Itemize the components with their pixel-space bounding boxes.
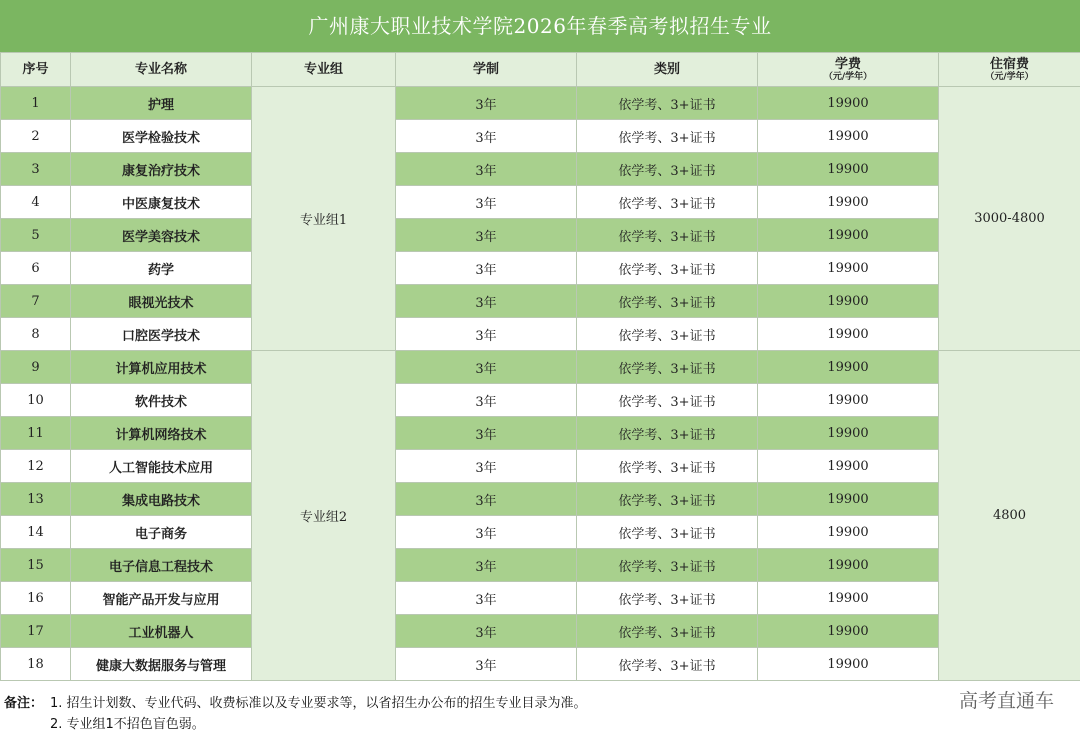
table-row xyxy=(1,318,1080,351)
header-dorm xyxy=(939,53,1080,87)
row-seq: 18 xyxy=(1,648,71,681)
row-major-name: 康复治疗技术 xyxy=(71,153,252,186)
note-line-1: 1. 招生计划数、专业代码、收费标准以及专业要求等，以省招生办公布的招生专业目录为准。 xyxy=(50,696,587,711)
row-tuition: 19900 xyxy=(758,153,939,186)
table-row xyxy=(1,153,1080,186)
row-major-name: 眼视光技术 xyxy=(71,285,252,318)
row-seq: 14 xyxy=(1,516,71,549)
row-seq: 7 xyxy=(1,285,71,318)
row-seq: 1 xyxy=(1,87,71,120)
row-duration: 3年 xyxy=(396,252,577,285)
row-seq: 13 xyxy=(1,483,71,516)
group-name: 专业组2 xyxy=(252,351,396,681)
majors-table xyxy=(0,52,1080,681)
table-row xyxy=(1,483,1080,516)
row-duration: 3年 xyxy=(396,318,577,351)
row-duration: 3年 xyxy=(396,87,577,120)
header-dorm-unit: （元/学年） xyxy=(985,71,1034,82)
row-tuition: 19900 xyxy=(758,252,939,285)
note-label: 备注： xyxy=(4,696,44,711)
table-row xyxy=(1,516,1080,549)
row-category: 依学考、3+证书 xyxy=(577,120,758,153)
group-dorm-fee: 3000-4800 xyxy=(939,87,1080,351)
row-category: 依学考、3+证书 xyxy=(577,285,758,318)
group-dorm-fee: 4800 xyxy=(939,351,1080,681)
row-tuition: 19900 xyxy=(758,615,939,648)
table-row xyxy=(1,252,1080,285)
row-tuition: 19900 xyxy=(758,120,939,153)
row-tuition: 19900 xyxy=(758,87,939,120)
row-category: 依学考、3+证书 xyxy=(577,483,758,516)
row-major-name: 软件技术 xyxy=(71,384,252,417)
group-name: 专业组1 xyxy=(252,87,396,351)
row-seq: 2 xyxy=(1,120,71,153)
table-row xyxy=(1,450,1080,483)
row-tuition: 19900 xyxy=(758,549,939,582)
row-duration: 3年 xyxy=(396,153,577,186)
row-seq: 9 xyxy=(1,351,71,384)
row-major-name: 电子商务 xyxy=(71,516,252,549)
row-category: 依学考、3+证书 xyxy=(577,252,758,285)
row-seq: 8 xyxy=(1,318,71,351)
header-category: 类别 xyxy=(577,53,758,87)
row-tuition: 19900 xyxy=(758,186,939,219)
row-tuition: 19900 xyxy=(758,483,939,516)
row-duration: 3年 xyxy=(396,219,577,252)
row-category: 依学考、3+证书 xyxy=(577,219,758,252)
row-tuition: 19900 xyxy=(758,351,939,384)
row-tuition: 19900 xyxy=(758,384,939,417)
row-major-name: 口腔医学技术 xyxy=(71,318,252,351)
watermark: 高考直通车 xyxy=(958,690,1054,712)
table-row xyxy=(1,648,1080,681)
row-tuition: 19900 xyxy=(758,648,939,681)
header-major: 专业名称 xyxy=(71,53,252,87)
row-duration: 3年 xyxy=(396,186,577,219)
row-major-name: 计算机应用技术 xyxy=(71,351,252,384)
table-row xyxy=(1,615,1080,648)
table-row xyxy=(1,351,1080,384)
row-category: 依学考、3+证书 xyxy=(577,351,758,384)
table-row xyxy=(1,285,1080,318)
row-duration: 3年 xyxy=(396,516,577,549)
row-seq: 15 xyxy=(1,549,71,582)
header-tuition xyxy=(758,53,939,87)
header-dorm-label: 住宿费 xyxy=(989,56,1029,72)
row-major-name: 计算机网络技术 xyxy=(71,417,252,450)
header-tuition-unit: （元/学年） xyxy=(823,71,873,82)
row-category: 依学考、3+证书 xyxy=(577,648,758,681)
note-line-2: 2. 专业组1不招色盲色弱。 xyxy=(50,717,205,732)
row-category: 依学考、3+证书 xyxy=(577,417,758,450)
row-duration: 3年 xyxy=(396,549,577,582)
row-seq: 11 xyxy=(1,417,71,450)
row-category: 依学考、3+证书 xyxy=(577,384,758,417)
row-seq: 5 xyxy=(1,219,71,252)
header-tuition-label: 学费 xyxy=(834,56,861,72)
row-major-name: 电子信息工程技术 xyxy=(71,549,252,582)
row-major-name: 护理 xyxy=(71,87,252,120)
row-seq: 3 xyxy=(1,153,71,186)
row-duration: 3年 xyxy=(396,615,577,648)
row-seq: 6 xyxy=(1,252,71,285)
row-category: 依学考、3+证书 xyxy=(577,450,758,483)
row-category: 依学考、3+证书 xyxy=(577,153,758,186)
row-duration: 3年 xyxy=(396,384,577,417)
row-category: 依学考、3+证书 xyxy=(577,582,758,615)
row-duration: 3年 xyxy=(396,417,577,450)
row-tuition: 19900 xyxy=(758,582,939,615)
row-tuition: 19900 xyxy=(758,417,939,450)
table-row xyxy=(1,549,1080,582)
header-seq: 序号 xyxy=(1,53,71,87)
row-duration: 3年 xyxy=(396,582,577,615)
table-row xyxy=(1,417,1080,450)
footer-notes xyxy=(0,686,1080,736)
row-category: 依学考、3+证书 xyxy=(577,186,758,219)
row-tuition: 19900 xyxy=(758,219,939,252)
row-duration: 3年 xyxy=(396,351,577,384)
row-seq: 17 xyxy=(1,615,71,648)
row-major-name: 医学检验技术 xyxy=(71,120,252,153)
row-major-name: 智能产品开发与应用 xyxy=(71,582,252,615)
table-row xyxy=(1,582,1080,615)
row-major-name: 医学美容技术 xyxy=(71,219,252,252)
row-duration: 3年 xyxy=(396,450,577,483)
row-category: 依学考、3+证书 xyxy=(577,615,758,648)
row-major-name: 药学 xyxy=(71,252,252,285)
header-duration: 学制 xyxy=(396,53,577,87)
row-seq: 4 xyxy=(1,186,71,219)
table-row xyxy=(1,219,1080,252)
row-seq: 16 xyxy=(1,582,71,615)
row-major-name: 集成电路技术 xyxy=(71,483,252,516)
row-category: 依学考、3+证书 xyxy=(577,87,758,120)
row-tuition: 19900 xyxy=(758,516,939,549)
table-body xyxy=(1,87,1080,681)
table-row xyxy=(1,384,1080,417)
page-title: 广州康大职业技术学院2026年春季高考拟招生专业 xyxy=(0,0,1080,52)
header-group: 专业组 xyxy=(252,53,396,87)
row-tuition: 19900 xyxy=(758,285,939,318)
row-duration: 3年 xyxy=(396,648,577,681)
row-duration: 3年 xyxy=(396,120,577,153)
row-tuition: 19900 xyxy=(758,450,939,483)
row-seq: 10 xyxy=(1,384,71,417)
row-major-name: 人工智能技术应用 xyxy=(71,450,252,483)
row-tuition: 19900 xyxy=(758,318,939,351)
row-duration: 3年 xyxy=(396,285,577,318)
table-row xyxy=(1,120,1080,153)
row-seq: 12 xyxy=(1,450,71,483)
row-major-name: 工业机器人 xyxy=(71,615,252,648)
row-duration: 3年 xyxy=(396,483,577,516)
table-header-row xyxy=(1,53,1080,87)
row-major-name: 中医康复技术 xyxy=(71,186,252,219)
row-category: 依学考、3+证书 xyxy=(577,516,758,549)
row-category: 依学考、3+证书 xyxy=(577,318,758,351)
table-row xyxy=(1,186,1080,219)
table-row xyxy=(1,87,1080,120)
row-major-name: 健康大数据服务与管理 xyxy=(71,648,252,681)
row-category: 依学考、3+证书 xyxy=(577,549,758,582)
